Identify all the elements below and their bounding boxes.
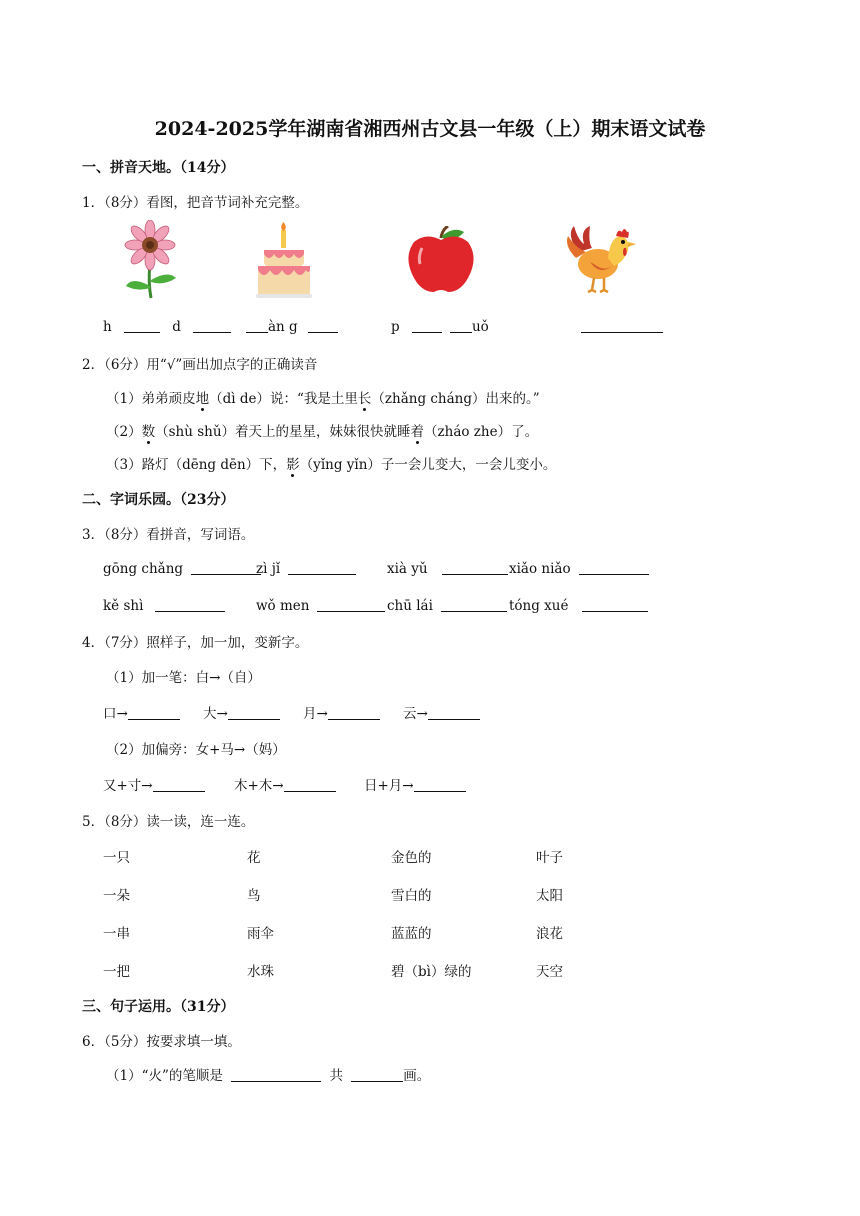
char-blank[interactable] — [428, 705, 480, 720]
add-stroke-item: 口→ — [103, 702, 180, 722]
rooster-pinyin-answer — [581, 318, 663, 335]
char-blank[interactable] — [228, 705, 280, 720]
question-2-line-3: （3）路灯（dēng dēn）下，影（yǐng yǐn）子一会儿变大，一会儿变小。 — [106, 457, 557, 473]
apple-blank-2[interactable] — [450, 318, 472, 333]
pinyin-fragment-uo: uǒ — [471, 319, 489, 335]
match-item[interactable]: 蓝蓝的 — [391, 926, 432, 942]
cake-blank-2[interactable] — [308, 318, 338, 333]
pinyin-initial-h: h — [103, 319, 112, 335]
apple-blank-1[interactable] — [412, 318, 442, 333]
match-item[interactable]: 碧（bì）绿的 — [391, 964, 472, 980]
question-3-stem: 3．（8分）看拼音，写词语。 — [82, 527, 255, 543]
match-item[interactable]: 鸟 — [247, 888, 261, 904]
pinyin-item: chū lái — [387, 597, 507, 614]
stroke-order-blank[interactable] — [231, 1067, 321, 1082]
rooster-blank[interactable] — [581, 318, 663, 333]
cake-blank-1[interactable] — [246, 318, 268, 333]
char-blank[interactable] — [284, 777, 336, 792]
flower-blank-1[interactable] — [124, 318, 160, 333]
word-blank[interactable] — [579, 560, 649, 575]
match-item[interactable]: 水珠 — [247, 964, 274, 980]
flower-pinyin-answer — [103, 318, 231, 335]
pinyin-initial-d: d — [172, 319, 181, 335]
match-item[interactable]: 花 — [247, 850, 261, 866]
question-2-line-1: （1）弟弟顽皮地（dì de）说：“我是土里长（zhǎng cháng）出来的。” — [106, 391, 540, 407]
word-blank[interactable] — [317, 597, 385, 612]
add-radical-item: 日+月→ — [364, 774, 466, 794]
question-4-stem: 4．（7分）照样子，加一加，变新字。 — [82, 635, 309, 651]
question-2-stem: 2．（6分）用“√”画出加点字的正确读音 — [82, 357, 318, 373]
question-1-stem: 1．（8分）看图，把音节词补充完整。 — [82, 195, 309, 211]
pinyin-fragment: àn g — [268, 319, 298, 335]
word-blank[interactable] — [155, 597, 225, 612]
word-blank[interactable] — [288, 560, 356, 575]
apple-icon — [406, 226, 476, 294]
match-item[interactable]: 浪花 — [536, 926, 563, 942]
char-blank[interactable] — [328, 705, 380, 720]
match-item[interactable]: 雨伞 — [247, 926, 274, 942]
pinyin-item: wǒ men — [256, 597, 385, 614]
match-item[interactable]: 一只 — [103, 850, 130, 866]
question-6-stem: 6．（5分）按要求填一填。 — [82, 1034, 241, 1050]
dotted-char: 长 — [357, 391, 372, 407]
apple-pinyin-answer — [391, 318, 489, 335]
stroke-count-blank[interactable] — [351, 1067, 403, 1082]
match-item[interactable]: 金色的 — [391, 850, 432, 866]
match-item[interactable]: 叶子 — [536, 850, 563, 866]
match-item[interactable]: 雪白的 — [391, 888, 432, 904]
match-item[interactable]: 一朵 — [103, 888, 130, 904]
match-item[interactable]: 一串 — [103, 926, 130, 942]
match-item[interactable]: 太阳 — [536, 888, 563, 904]
dotted-char: 地 — [195, 391, 210, 407]
section-heading-1: 一、拼音天地。（14分） — [82, 160, 235, 176]
pinyin-item: tóng xué — [509, 597, 648, 614]
question-6-line-1: （1）“火”的笔顺是 共 画。 — [106, 1068, 431, 1084]
match-item[interactable]: 一把 — [103, 964, 130, 980]
word-blank[interactable] — [191, 560, 261, 575]
question-4-part-2-example: （2）加偏旁：女+马→（妈） — [106, 742, 286, 758]
add-stroke-item: 月→ — [303, 702, 380, 722]
pinyin-row-2: kě shì — [103, 597, 225, 614]
question-4-part-1-example: （1）加一笔：白→（自） — [106, 670, 261, 686]
question-2-line-2: （2）数（shù shǔ）着天上的星星，妹妹很快就睡着（zháo zhe）了。 — [106, 424, 539, 440]
pinyin-row-1: gōng chǎng — [103, 560, 273, 577]
section-heading-3: 三、句子运用。（31分） — [82, 999, 235, 1015]
dotted-char: 影 — [286, 457, 300, 473]
add-stroke-item: 云→ — [403, 702, 480, 722]
pinyin-item: xià yǔ — [387, 560, 508, 577]
section-heading-2: 二、字词乐园。（23分） — [82, 492, 235, 508]
pinyin-initial-p: p — [391, 319, 400, 335]
dotted-char: 着 — [410, 424, 425, 440]
pinyin-item: zì jǐ — [256, 560, 356, 577]
char-blank[interactable] — [153, 777, 205, 792]
question-5-stem: 5．（8分）读一读，连一连。 — [82, 814, 255, 830]
dotted-char: 数 — [141, 424, 156, 440]
add-radical-item: 木+木→ — [234, 774, 336, 794]
char-blank[interactable] — [414, 777, 466, 792]
cake-icon — [254, 222, 314, 300]
char-blank[interactable] — [128, 705, 180, 720]
word-blank[interactable] — [441, 597, 507, 612]
add-radical-item: 又+寸→ — [103, 774, 205, 794]
pinyin-item: xiǎo niǎo — [509, 560, 649, 577]
match-item[interactable]: 天空 — [536, 964, 563, 980]
word-blank[interactable] — [582, 597, 648, 612]
page-title: 2024-2025学年湖南省湘西州古文县一年级（上）期末语文试卷 — [154, 118, 706, 140]
rooster-icon — [564, 224, 640, 294]
flower-blank-2[interactable] — [193, 318, 231, 333]
add-stroke-item: 大→ — [203, 702, 280, 722]
word-blank[interactable] — [442, 560, 508, 575]
flower-icon — [118, 220, 182, 300]
cake-pinyin-answer — [246, 318, 338, 335]
